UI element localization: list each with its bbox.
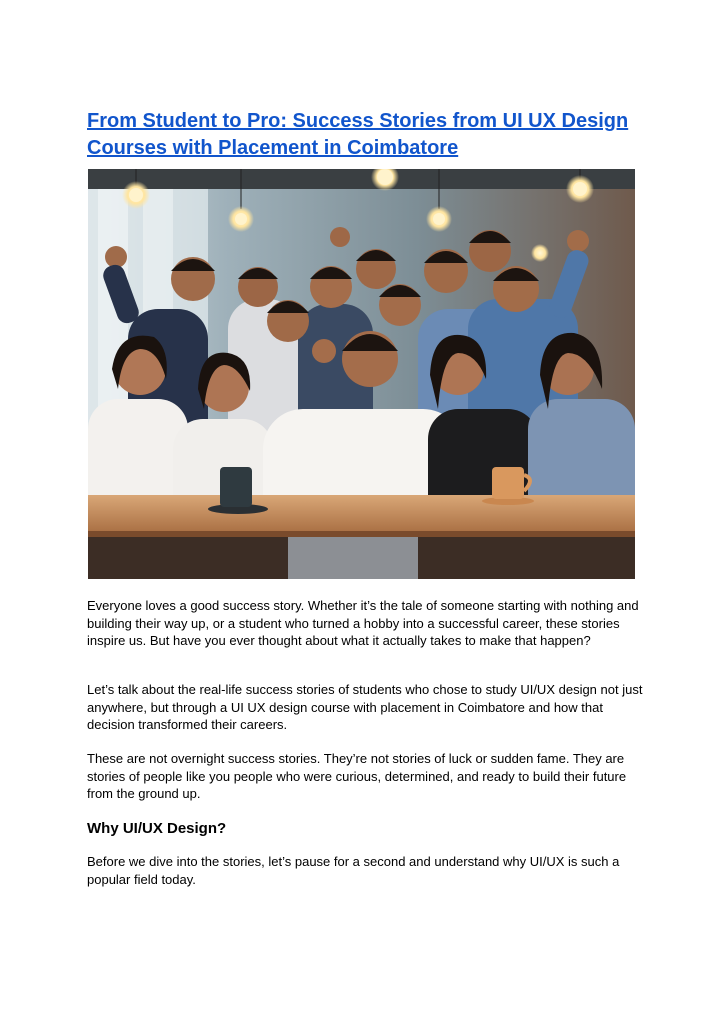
section-paragraph: Before we dive into the stories, let’s pause for a second and understand why UI/UX is such a popular field today.	[87, 854, 620, 887]
body-paragraph-stories: Let’s talk about the real-life success stories of students who chose to study UI/UX design not just anywhere, but through a UI UX design course with placement in Coimbatore and how that decision transformed their careers.	[87, 682, 643, 732]
intro-paragraph: Everyone loves a good success story. Whether it’s the tale of someone starting with nothing and building their way up, or a student who turned a hobby into a successful career, these stories inspire us. But have you ever thought about what it actually takes to make that happen?	[87, 598, 639, 648]
article-title-link[interactable]: From Student to Pro: Success Stories from UI UX Design Courses with Placement in Coimbatore	[87, 110, 629, 159]
body-paragraph-not-overnight: These are not overnight success stories. They’re not stories of luck or sudden fame. They are stories of people like you people who were curious, determined, and ready to build their future from the ground up.	[87, 751, 627, 801]
hero-photo-group-celebrating	[88, 169, 635, 579]
wooden-table	[88, 495, 635, 579]
section-heading: Why UI/UX Design?	[87, 820, 227, 837]
